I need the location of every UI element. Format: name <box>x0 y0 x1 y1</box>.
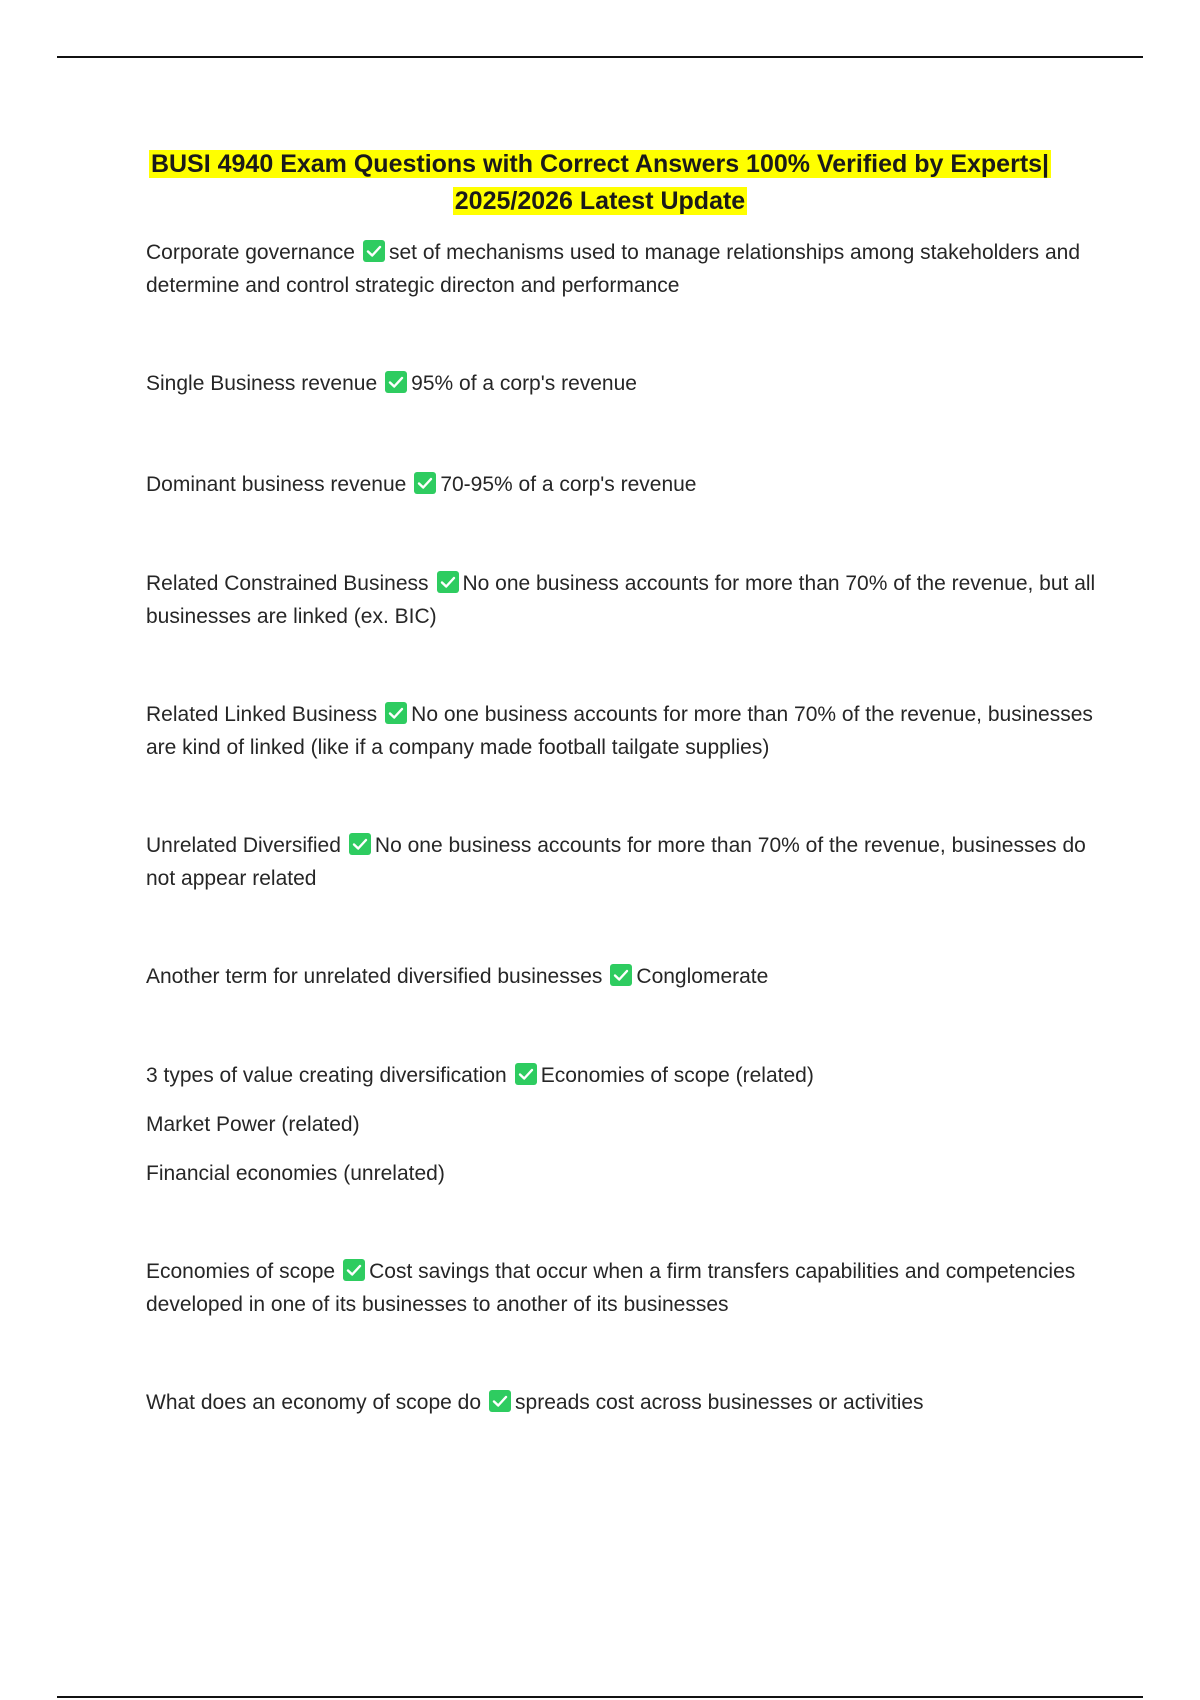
qa-term: Another term for unrelated diversified businesses <box>146 965 603 988</box>
qa-item <box>146 1059 1096 1092</box>
qa-item <box>146 567 1096 633</box>
qa-definition: No one business accounts for more than 70% of the revenue, businesses do not appear related <box>146 834 1086 890</box>
qa-term: Related Linked Business <box>146 703 378 726</box>
qa-definition: 70-95% of a corp's revenue <box>440 473 697 496</box>
qa-definition: Conglomerate <box>636 965 769 988</box>
qa-term: Dominant business revenue <box>146 473 407 496</box>
check-icon <box>437 571 459 593</box>
check-icon <box>343 1259 365 1281</box>
check-icon <box>515 1063 537 1085</box>
document-title <box>80 146 1120 220</box>
qa-item <box>146 236 1096 302</box>
qa-term: Unrelated Diversified <box>146 834 341 857</box>
qa-definition: 95% of a corp's revenue <box>411 372 637 395</box>
qa-extra-line: Financial economies (unrelated) <box>146 1162 445 1185</box>
qa-definition: Cost savings that occur when a firm transfers capabilities and competencies developed in one of its businesses to another of its businesses <box>146 1260 1076 1316</box>
top-rule <box>57 56 1143 58</box>
qa-item <box>146 960 1096 993</box>
qa-item <box>146 468 1096 501</box>
qa-definition: No one business accounts for more than 70% of the revenue, businesses are kind of linked (like if a company made football tailgate supplies) <box>146 703 1093 759</box>
qa-definition: set of mechanisms used to manage relationships among stakeholders and determine and control strategic directon and performance <box>146 241 1081 297</box>
qa-definition: spreads cost across businesses or activities <box>515 1391 924 1414</box>
check-icon <box>414 472 436 494</box>
bottom-rule <box>57 1696 1143 1698</box>
check-icon <box>363 240 385 262</box>
check-icon <box>385 371 407 393</box>
qa-item <box>146 367 1096 400</box>
qa-term: 3 types of value creating diversification <box>146 1064 507 1087</box>
check-icon <box>489 1390 511 1412</box>
qa-item <box>146 829 1096 895</box>
check-icon <box>385 702 407 724</box>
qa-item <box>146 1386 1096 1419</box>
qa-definition: Economies of scope (related) <box>540 1064 814 1087</box>
qa-definition: No one business accounts for more than 70% of the revenue, but all businesses are linked (ex. BIC) <box>146 572 1096 628</box>
qa-term: Corporate governance <box>146 241 355 264</box>
qa-term: Related Constrained Business <box>146 572 429 595</box>
qa-term: Economies of scope <box>146 1260 336 1283</box>
qa-item <box>146 698 1096 764</box>
title-line-2: 2025/2026 Latest Update <box>454 187 746 215</box>
check-icon <box>610 964 632 986</box>
qa-item <box>146 1255 1096 1321</box>
qa-term: What does an economy of scope do <box>146 1391 482 1414</box>
qa-term: Single Business revenue <box>146 372 378 395</box>
title-line-1: BUSI 4940 Exam Questions with Correct Answers 100% Verified by Experts| <box>150 150 1050 178</box>
qa-extra-line: Market Power (related) <box>146 1113 360 1136</box>
check-icon <box>349 833 371 855</box>
